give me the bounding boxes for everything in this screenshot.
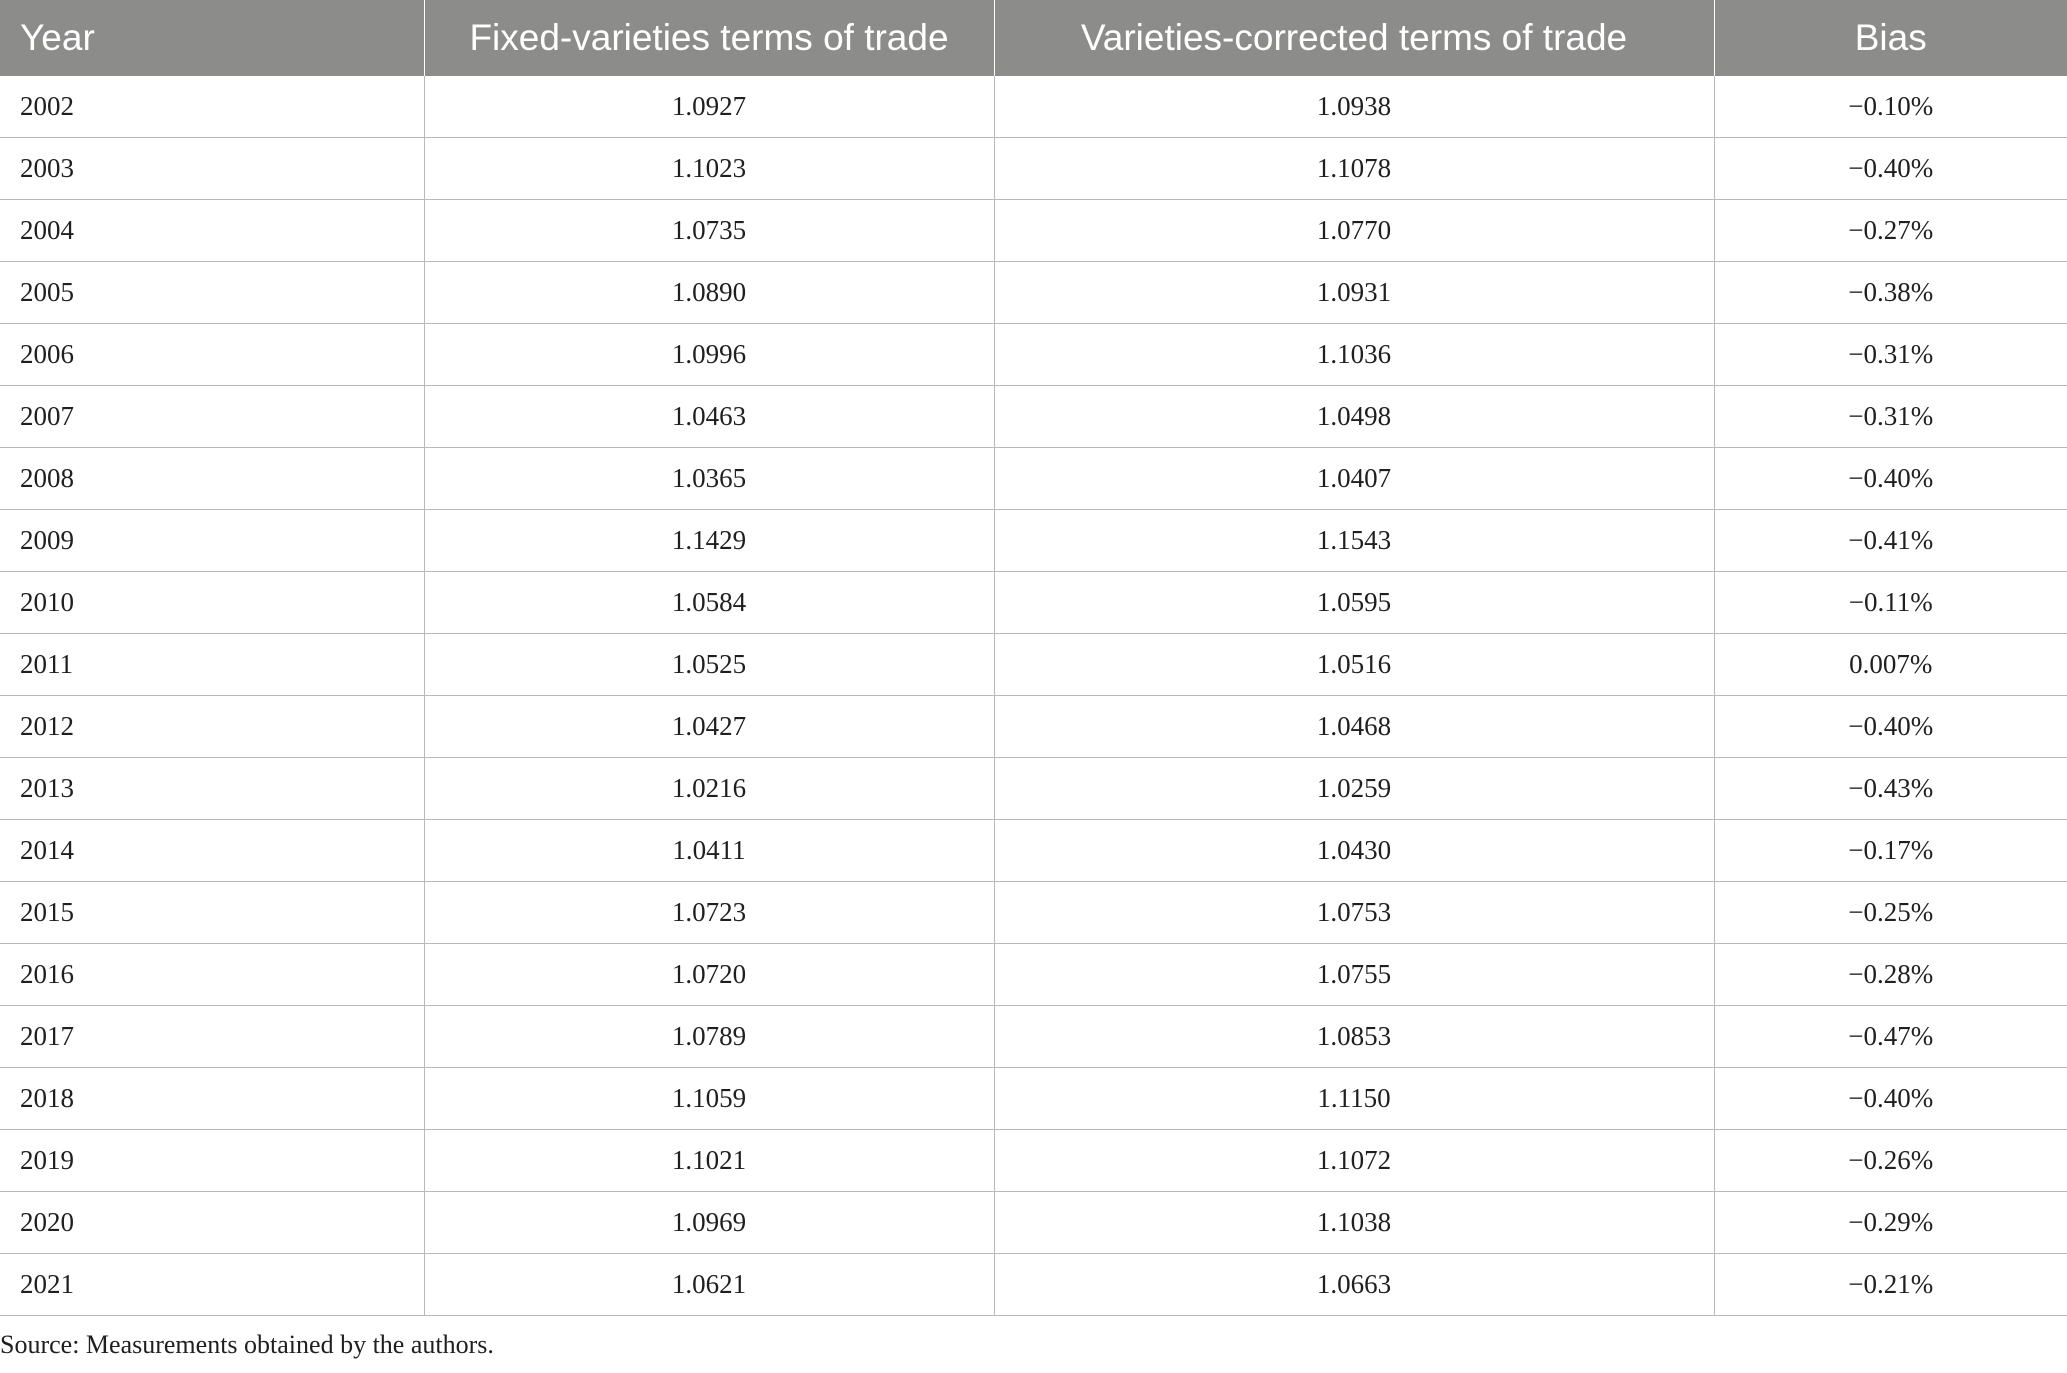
cell-year: 2018 xyxy=(0,1068,424,1130)
cell-bias: −0.40% xyxy=(1714,1068,2067,1130)
table-row xyxy=(0,572,2067,634)
table-row xyxy=(0,1254,2067,1316)
cell-varieties-corrected: 1.1150 xyxy=(994,1068,1714,1130)
cell-bias: −0.31% xyxy=(1714,324,2067,386)
header-bias: Bias xyxy=(1714,0,2067,76)
source-note: Source: Measurements obtained by the authors. xyxy=(0,1330,494,1359)
cell-fixed-varieties: 1.0525 xyxy=(424,634,994,696)
cell-bias: −0.17% xyxy=(1714,820,2067,882)
cell-year: 2014 xyxy=(0,820,424,882)
cell-varieties-corrected: 1.0430 xyxy=(994,820,1714,882)
cell-varieties-corrected: 1.0595 xyxy=(994,572,1714,634)
header-varieties-corrected: Varieties-corrected terms of trade xyxy=(994,0,1714,76)
cell-bias: −0.47% xyxy=(1714,1006,2067,1068)
cell-fixed-varieties: 1.0996 xyxy=(424,324,994,386)
cell-bias: −0.10% xyxy=(1714,76,2067,138)
table-row xyxy=(0,76,2067,138)
cell-varieties-corrected: 1.0259 xyxy=(994,758,1714,820)
header-row xyxy=(0,0,2067,76)
table-row xyxy=(0,510,2067,572)
cell-year: 2009 xyxy=(0,510,424,572)
cell-bias: −0.43% xyxy=(1714,758,2067,820)
cell-varieties-corrected: 1.0938 xyxy=(994,76,1714,138)
cell-bias: −0.38% xyxy=(1714,262,2067,324)
cell-fixed-varieties: 1.0463 xyxy=(424,386,994,448)
cell-year: 2008 xyxy=(0,448,424,510)
cell-fixed-varieties: 1.0890 xyxy=(424,262,994,324)
cell-varieties-corrected: 1.0498 xyxy=(994,386,1714,448)
cell-year: 2015 xyxy=(0,882,424,944)
cell-fixed-varieties: 1.0621 xyxy=(424,1254,994,1316)
cell-year: 2010 xyxy=(0,572,424,634)
cell-year: 2003 xyxy=(0,138,424,200)
table-row xyxy=(0,944,2067,1006)
cell-year: 2004 xyxy=(0,200,424,262)
cell-varieties-corrected: 1.0663 xyxy=(994,1254,1714,1316)
cell-year: 2019 xyxy=(0,1130,424,1192)
cell-fixed-varieties: 1.0927 xyxy=(424,76,994,138)
header-year: Year xyxy=(0,0,424,76)
cell-fixed-varieties: 1.0411 xyxy=(424,820,994,882)
cell-bias: −0.31% xyxy=(1714,386,2067,448)
table-row xyxy=(0,820,2067,882)
cell-year: 2013 xyxy=(0,758,424,820)
cell-fixed-varieties: 1.0720 xyxy=(424,944,994,1006)
cell-bias: −0.40% xyxy=(1714,138,2067,200)
cell-varieties-corrected: 1.0770 xyxy=(994,200,1714,262)
cell-year: 2020 xyxy=(0,1192,424,1254)
table-row xyxy=(0,1192,2067,1254)
cell-fixed-varieties: 1.0216 xyxy=(424,758,994,820)
cell-year: 2017 xyxy=(0,1006,424,1068)
cell-fixed-varieties: 1.0789 xyxy=(424,1006,994,1068)
cell-fixed-varieties: 1.1021 xyxy=(424,1130,994,1192)
cell-varieties-corrected: 1.1038 xyxy=(994,1192,1714,1254)
cell-varieties-corrected: 1.1036 xyxy=(994,324,1714,386)
cell-fixed-varieties: 1.1023 xyxy=(424,138,994,200)
cell-year: 2016 xyxy=(0,944,424,1006)
cell-bias: −0.40% xyxy=(1714,448,2067,510)
cell-fixed-varieties: 1.0365 xyxy=(424,448,994,510)
table-row xyxy=(0,324,2067,386)
cell-year: 2011 xyxy=(0,634,424,696)
cell-fixed-varieties: 1.1059 xyxy=(424,1068,994,1130)
table-row xyxy=(0,696,2067,758)
cell-bias: −0.21% xyxy=(1714,1254,2067,1316)
cell-fixed-varieties: 1.1429 xyxy=(424,510,994,572)
table-row xyxy=(0,386,2067,448)
cell-varieties-corrected: 1.0468 xyxy=(994,696,1714,758)
cell-varieties-corrected: 1.0407 xyxy=(994,448,1714,510)
cell-year: 2021 xyxy=(0,1254,424,1316)
cell-varieties-corrected: 1.0755 xyxy=(994,944,1714,1006)
table-row xyxy=(0,882,2067,944)
table-row xyxy=(0,262,2067,324)
cell-bias: −0.40% xyxy=(1714,696,2067,758)
cell-bias: −0.28% xyxy=(1714,944,2067,1006)
cell-varieties-corrected: 1.0931 xyxy=(994,262,1714,324)
cell-bias: −0.41% xyxy=(1714,510,2067,572)
table-row xyxy=(0,1006,2067,1068)
cell-fixed-varieties: 1.0584 xyxy=(424,572,994,634)
header-fixed-varieties: Fixed-varieties terms of trade xyxy=(424,0,994,76)
cell-bias: −0.26% xyxy=(1714,1130,2067,1192)
table-body xyxy=(0,76,2067,1316)
cell-year: 2002 xyxy=(0,76,424,138)
cell-bias: −0.25% xyxy=(1714,882,2067,944)
table-header xyxy=(0,0,2067,76)
table-row xyxy=(0,1068,2067,1130)
cell-year: 2007 xyxy=(0,386,424,448)
table-row xyxy=(0,634,2067,696)
cell-fixed-varieties: 1.0723 xyxy=(424,882,994,944)
cell-varieties-corrected: 1.0853 xyxy=(994,1006,1714,1068)
cell-fixed-varieties: 1.0969 xyxy=(424,1192,994,1254)
cell-varieties-corrected: 1.0516 xyxy=(994,634,1714,696)
cell-year: 2005 xyxy=(0,262,424,324)
cell-varieties-corrected: 1.1543 xyxy=(994,510,1714,572)
cell-fixed-varieties: 1.0427 xyxy=(424,696,994,758)
cell-bias: 0.007% xyxy=(1714,634,2067,696)
cell-bias: −0.27% xyxy=(1714,200,2067,262)
table-row xyxy=(0,138,2067,200)
cell-varieties-corrected: 1.1078 xyxy=(994,138,1714,200)
table-row xyxy=(0,1130,2067,1192)
table-row xyxy=(0,200,2067,262)
cell-bias: −0.11% xyxy=(1714,572,2067,634)
table-row xyxy=(0,448,2067,510)
cell-varieties-corrected: 1.0753 xyxy=(994,882,1714,944)
cell-year: 2012 xyxy=(0,696,424,758)
cell-fixed-varieties: 1.0735 xyxy=(424,200,994,262)
cell-varieties-corrected: 1.1072 xyxy=(994,1130,1714,1192)
cell-bias: −0.29% xyxy=(1714,1192,2067,1254)
table-row xyxy=(0,758,2067,820)
cell-year: 2006 xyxy=(0,324,424,386)
